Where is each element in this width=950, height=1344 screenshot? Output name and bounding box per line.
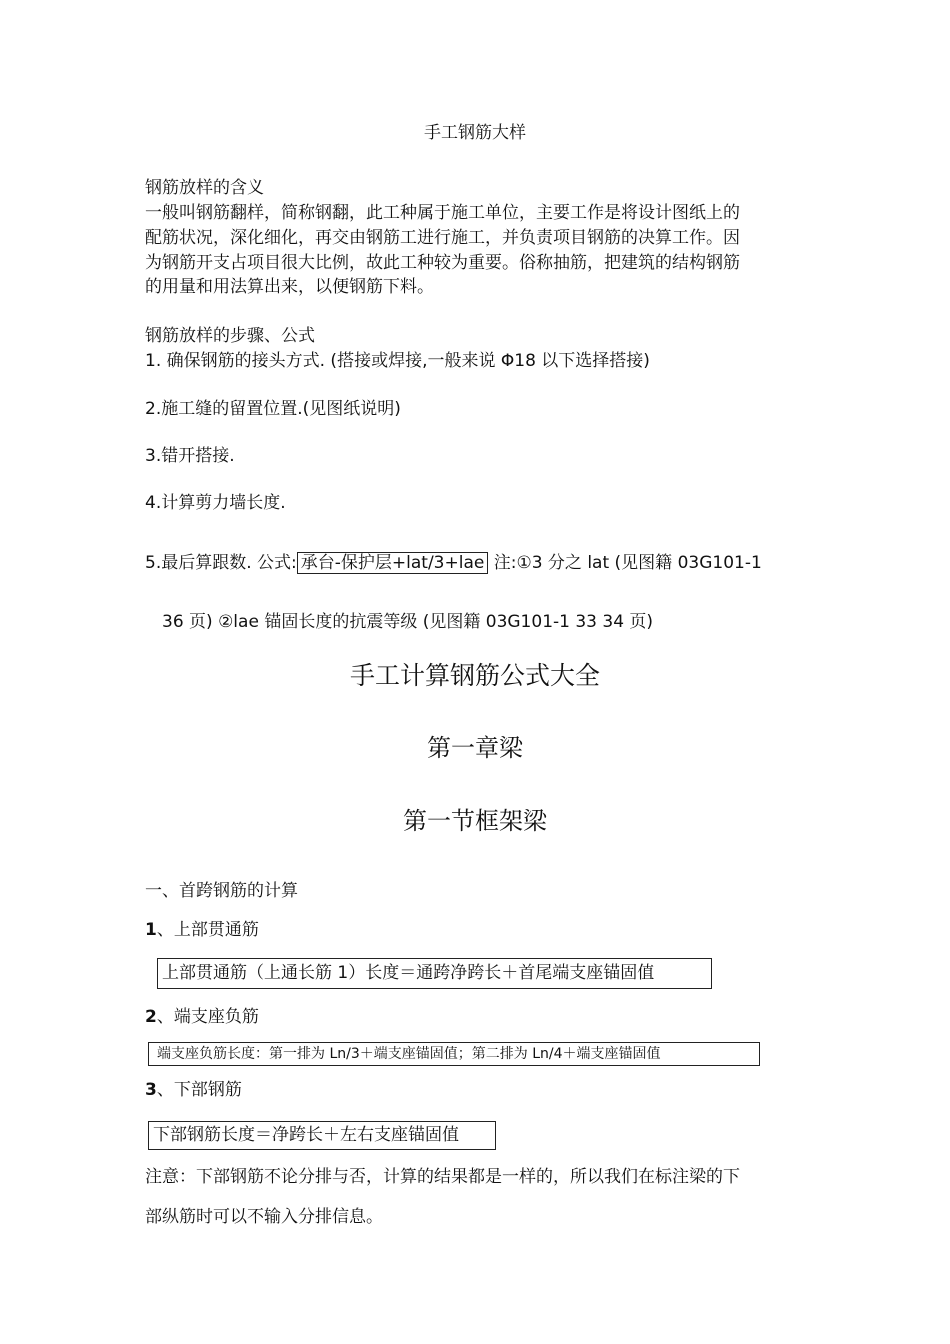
step-5 [145,551,762,575]
intro-line-2: 配筋状况，深化细化，再交由钢筋工进行施工，并负责项目钢筋的决算工作。因 [145,228,740,248]
note-line-2: 部纵筋时可以不输入分排信息。 [145,1207,383,1227]
item-3-label: 3、下部钢筋 [145,1080,242,1100]
item-2-label: 2、端支座负筋 [145,1007,259,1027]
note-line-1: 注意：下部钢筋不论分排与否，计算的结果都是一样的，所以我们在标注梁的下 [145,1167,740,1187]
intro-line-3: 为钢筋开支占项目很大比例，故此工种较为重要。俗称抽筋，把建筑的结构钢筋 [145,253,740,273]
item-1-number: 1 [145,920,157,940]
item-1-label: 1、上部贯通筋 [145,920,259,940]
step-5-prefix: 5.最后算跟数. 公式: [145,553,297,573]
item-2-number: 2 [145,1007,157,1027]
step-5-continuation: 36 页) ②lae 锚固长度的抗震等级 (见图籍 03G101-1 33 34 页) [162,612,654,632]
item-2-formula-box: 端支座负筋长度：第一排为 Ln/3＋端支座锚固值；第二排为 Ln/4＋端支座锚固值 [148,1042,760,1066]
steps-heading: 钢筋放样的步骤、公式 [145,326,315,346]
step-1: 1. 确保钢筋的接头方式. (搭接或焊接,一般来说 Φ18 以下选择搭接) [145,351,650,371]
item-1-formula-box: 上部贯通筋（上通长筋 1）长度＝通跨净跨长＋首尾端支座锚固值 [157,958,712,989]
step-5-note: 注:①3 分之 lat (见图籍 03G101-1 [488,553,762,573]
chapter-heading: 第一章梁 [427,734,523,762]
document-title: 手工钢筋大样 [424,123,526,143]
intro-heading: 钢筋放样的含义 [145,178,264,198]
step-5-formula-box: 承台-保护层+lat/3+lae [297,552,489,574]
main-heading: 手工计算钢筋公式大全 [349,661,600,690]
calc-heading: 一、首跨钢筋的计算 [145,881,298,901]
step-2: 2.施工缝的留置位置.(见图纸说明) [145,399,401,419]
section-heading: 第一节框架梁 [403,807,547,835]
item-3-number: 3 [145,1080,157,1100]
step-3: 3.错开搭接. [145,446,235,466]
step-4: 4.计算剪力墙长度. [145,493,286,513]
intro-line-1: 一般叫钢筋翻样，简称钢翻，此工种属于施工单位，主要工作是将设计图纸上的 [145,203,740,223]
intro-line-4: 的用量和用法算出来，以便钢筋下料。 [145,277,434,297]
item-3-formula-box: 下部钢筋长度＝净跨长＋左右支座锚固值 [148,1121,496,1150]
